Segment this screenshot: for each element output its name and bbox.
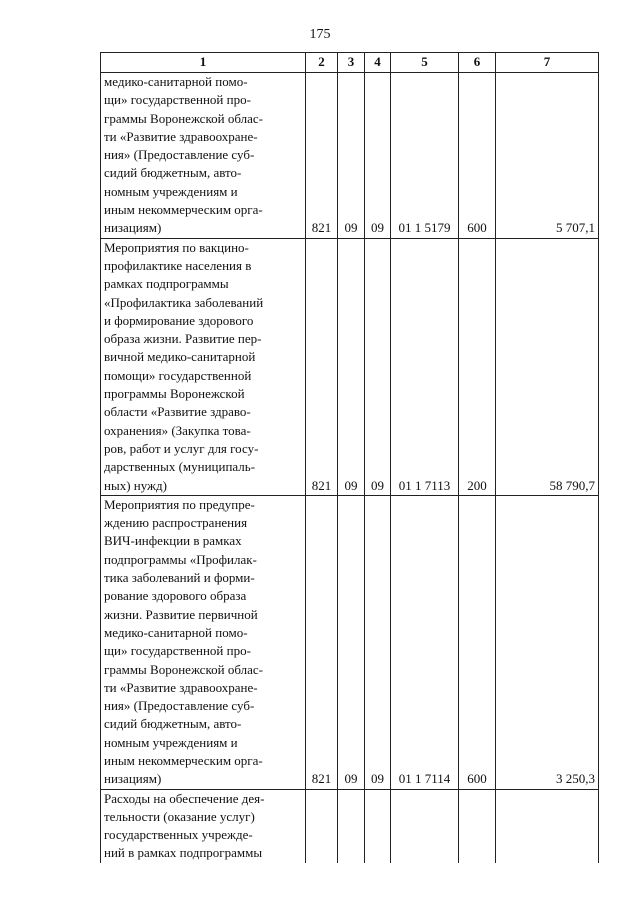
row-amount xyxy=(496,789,599,863)
description-line: низациям) xyxy=(104,771,162,787)
description-line: жизни. Развитие первичной xyxy=(104,606,258,622)
header-col-7: 7 xyxy=(496,53,599,73)
budget-table xyxy=(100,52,599,863)
page-number: 175 xyxy=(309,27,331,42)
description-line: вичной медико-санитарной xyxy=(104,349,256,365)
description-line: ВИЧ-инфекции в рамках xyxy=(104,533,242,549)
table-row xyxy=(101,789,599,863)
row-code: 821 xyxy=(306,495,338,789)
description-line: граммы Воронежской облас- xyxy=(104,661,263,677)
row-subsection: 09 xyxy=(365,495,391,789)
row-expense-type xyxy=(459,789,496,863)
description-line: ти «Развитие здравоохране- xyxy=(104,128,258,144)
description-line: помощи» государственной xyxy=(104,367,252,383)
description-line: рамках подпрограммы xyxy=(104,276,229,292)
row-code: 821 xyxy=(306,73,338,239)
description-line: области «Развитие здраво- xyxy=(104,404,251,420)
description-line: иным некоммерческим орга- xyxy=(104,752,263,768)
row-target-article: 01 1 7114 xyxy=(391,495,459,789)
header-col-3: 3 xyxy=(338,53,365,73)
description-line: программы Воронежской xyxy=(104,386,245,402)
row-code: 821 xyxy=(306,238,338,495)
description-line: медико-санитарной помо- xyxy=(104,624,248,640)
description-line: «Профилактика заболеваний xyxy=(104,294,264,310)
description-line: тика заболеваний и форми- xyxy=(104,570,255,586)
description-line: щи» государственной про- xyxy=(104,643,251,659)
description-line: тельности (оказание услуг) xyxy=(104,808,255,824)
table-row xyxy=(101,495,599,789)
description-line: образа жизни. Развитие пер- xyxy=(104,331,262,347)
row-description xyxy=(101,73,306,239)
description-line: иным некоммерческим орга- xyxy=(104,202,263,218)
row-expense-type: 200 xyxy=(459,238,496,495)
row-description xyxy=(101,238,306,495)
row-target-article xyxy=(391,789,459,863)
row-amount: 3 250,3 xyxy=(496,495,599,789)
description-line: номным учреждениям и xyxy=(104,183,238,199)
description-line: граммы Воронежской облас- xyxy=(104,110,263,126)
description-line: сидий бюджетным, авто- xyxy=(104,165,242,181)
row-amount: 58 790,7 xyxy=(496,238,599,495)
description-line: низациям) xyxy=(104,220,162,236)
description-line: ти «Развитие здравоохране- xyxy=(104,679,258,695)
description-line: Расходы на обеспечение дея- xyxy=(104,790,265,806)
row-subsection: 09 xyxy=(365,73,391,239)
header-col-2: 2 xyxy=(306,53,338,73)
description-line: ров, работ и услуг для госу- xyxy=(104,440,259,456)
description-line: медико-санитарной помо- xyxy=(104,74,248,89)
description-line: охранения» (Закупка това- xyxy=(104,422,251,438)
row-section: 09 xyxy=(338,73,365,239)
row-section: 09 xyxy=(338,238,365,495)
description-line: ний в рамках подпрограммы xyxy=(104,845,263,861)
header-col-1: 1 xyxy=(101,53,306,73)
row-expense-type: 600 xyxy=(459,73,496,239)
description-line: государственных учрежде- xyxy=(104,827,253,843)
description-line: сидий бюджетным, авто- xyxy=(104,716,242,732)
description-line: ния» (Предоставление суб- xyxy=(104,698,255,714)
description-line: щи» государственной про- xyxy=(104,92,251,108)
table-body xyxy=(101,73,599,863)
description-line: профилактике населения в xyxy=(104,257,252,273)
row-target-article: 01 1 7113 xyxy=(391,238,459,495)
row-subsection xyxy=(365,789,391,863)
row-amount: 5 707,1 xyxy=(496,73,599,239)
description-line: Мероприятия по предупре- xyxy=(104,496,255,512)
row-description xyxy=(101,495,306,789)
header-col-5: 5 xyxy=(391,53,459,73)
header-row xyxy=(101,53,599,73)
row-description xyxy=(101,789,306,863)
description-line: подпрограммы «Профилак- xyxy=(104,551,257,567)
row-section: 09 xyxy=(338,495,365,789)
description-line: номным учреждениям и xyxy=(104,734,238,750)
table-row xyxy=(101,73,599,239)
description-line: ных) нужд) xyxy=(104,477,167,493)
table-row xyxy=(101,238,599,495)
header-col-6: 6 xyxy=(459,53,496,73)
row-expense-type: 600 xyxy=(459,495,496,789)
header-col-4: 4 xyxy=(365,53,391,73)
description-line: Мероприятия по вакцино- xyxy=(104,239,249,255)
row-subsection: 09 xyxy=(365,238,391,495)
description-line: дарственных (муниципаль- xyxy=(104,459,256,475)
row-section xyxy=(338,789,365,863)
description-line: ния» (Предоставление суб- xyxy=(104,147,255,163)
description-line: и формирование здорового xyxy=(104,312,254,328)
description-line: ждению распространения xyxy=(104,515,248,531)
description-line: рование здорового образа xyxy=(104,588,247,604)
row-code xyxy=(306,789,338,863)
row-target-article: 01 1 5179 xyxy=(391,73,459,239)
